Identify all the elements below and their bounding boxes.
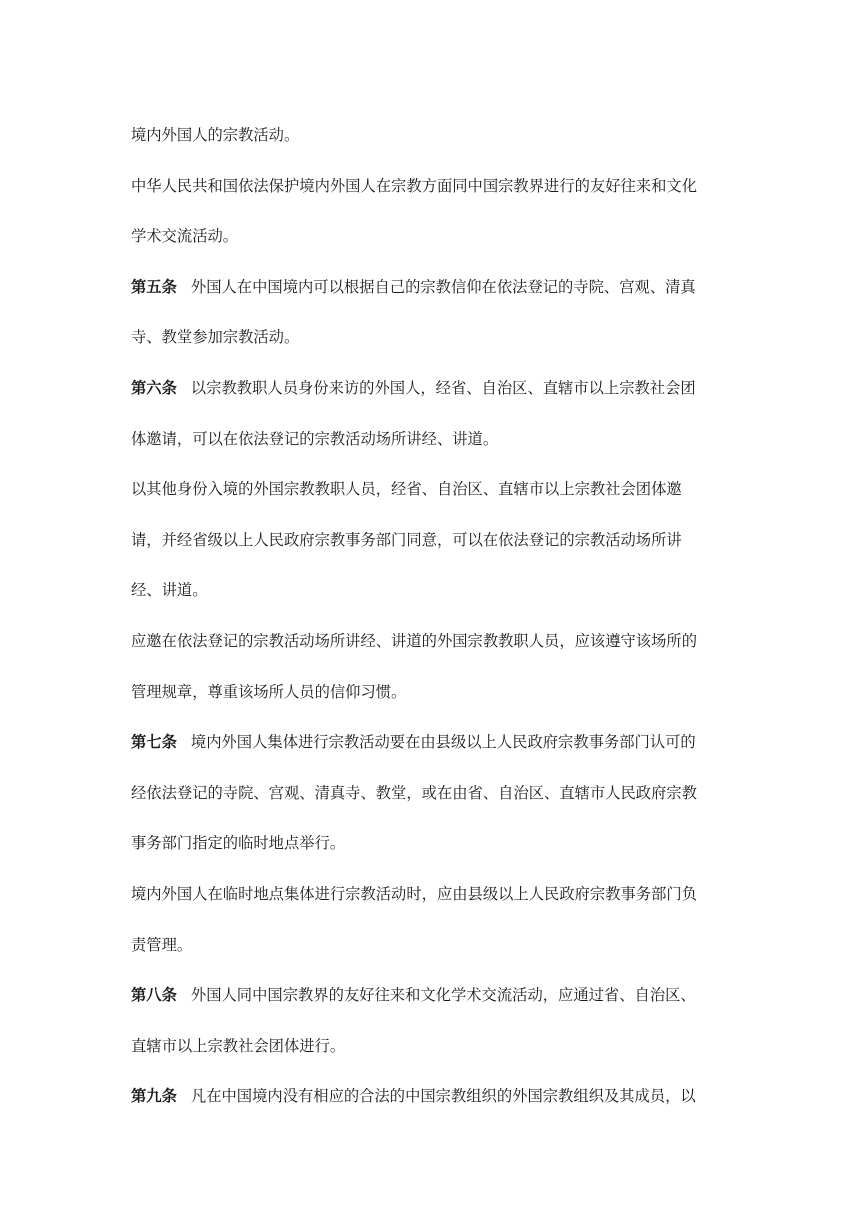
text-line bbox=[131, 616, 731, 667]
line-text: 应邀在依法登记的宗教活动场所讲经、讲道的外国宗教教职人员，应该遵守该场所的 bbox=[131, 631, 697, 650]
line-text: 凡在中国境内没有相应的合法的中国宗教组织的外国宗教组织及其成员，以 bbox=[190, 1087, 696, 1106]
line-text: 以其他身份入境的外国宗教教职人员，经省、自治区、直辖市以上宗教社会团体邀 bbox=[131, 480, 682, 499]
text-line bbox=[131, 920, 731, 971]
text-line bbox=[131, 869, 731, 920]
line-text: 责管理。 bbox=[131, 935, 193, 954]
text-line bbox=[131, 211, 731, 262]
line-text: 管理规章，尊重该场所人员的信仰习惯。 bbox=[131, 682, 407, 701]
line-text: 以宗教教职人员身份来访的外国人，经省、自治区、直辖市以上宗教社会团 bbox=[190, 378, 696, 397]
line-text: 请，并经省级以上人民政府宗教事务部门同意，可以在依法登记的宗教活动场所讲 bbox=[131, 530, 682, 549]
line-text: 经、讲道。 bbox=[131, 581, 208, 600]
article-paragraph bbox=[131, 970, 731, 1071]
article-number: 第八条 bbox=[131, 986, 177, 1005]
article-number: 第七条 bbox=[131, 733, 177, 752]
text-line bbox=[131, 970, 731, 1021]
line-text: 寺、教堂参加宗教活动。 bbox=[131, 328, 300, 347]
line-text: 境内外国人的宗教活动。 bbox=[131, 126, 300, 144]
text-line bbox=[131, 565, 731, 616]
line-text: 外国人同中国宗教界的友好往来和文化学术交流活动，应通过省、自治区、 bbox=[190, 986, 696, 1005]
line-text: 中华人民共和国依法保护境内外国人在宗教方面同中国宗教界进行的友好往来和文化 bbox=[131, 176, 697, 195]
text-line bbox=[131, 312, 731, 363]
article-paragraph bbox=[131, 262, 731, 363]
paragraph bbox=[131, 869, 731, 970]
article-paragraph bbox=[131, 717, 731, 869]
text-line bbox=[131, 768, 731, 819]
article-paragraph bbox=[131, 363, 731, 464]
line-text: 直辖市以上宗教社会团体进行。 bbox=[131, 1036, 346, 1055]
text-line bbox=[131, 414, 731, 465]
line-text: 经依法登记的寺院、宫观、清真寺、教堂，或在由省、自治区、直辖市人民政府宗教 bbox=[131, 783, 697, 802]
text-line bbox=[131, 110, 731, 161]
text-line bbox=[131, 262, 731, 313]
line-text: 学术交流活动。 bbox=[131, 227, 239, 246]
paragraph bbox=[131, 464, 731, 616]
document-page bbox=[131, 110, 731, 1122]
line-text: 事务部门指定的临时地点举行。 bbox=[131, 834, 346, 853]
article-number: 第六条 bbox=[131, 378, 177, 397]
text-line bbox=[131, 1021, 731, 1072]
text-line bbox=[131, 818, 731, 869]
text-line bbox=[131, 515, 731, 566]
text-line bbox=[131, 464, 731, 515]
article-paragraph bbox=[131, 1071, 731, 1122]
text-line bbox=[131, 717, 731, 768]
paragraph bbox=[131, 110, 731, 161]
text-line bbox=[131, 667, 731, 718]
article-number: 第五条 bbox=[131, 277, 177, 296]
text-line bbox=[131, 1071, 731, 1122]
line-text: 境内外国人集体进行宗教活动要在由县级以上人民政府宗教事务部门认可的 bbox=[190, 733, 696, 752]
line-text: 外国人在中国境内可以根据自己的宗教信仰在依法登记的寺院、宫观、清真 bbox=[190, 277, 696, 296]
text-line bbox=[131, 363, 731, 414]
article-number: 第九条 bbox=[131, 1087, 177, 1106]
paragraph bbox=[131, 616, 731, 717]
paragraph bbox=[131, 161, 731, 262]
line-text: 境内外国人在临时地点集体进行宗教活动时，应由县级以上人民政府宗教事务部门负 bbox=[131, 884, 697, 903]
line-text: 体邀请，可以在依法登记的宗教活动场所讲经、讲道。 bbox=[131, 429, 499, 448]
text-line bbox=[131, 161, 731, 212]
